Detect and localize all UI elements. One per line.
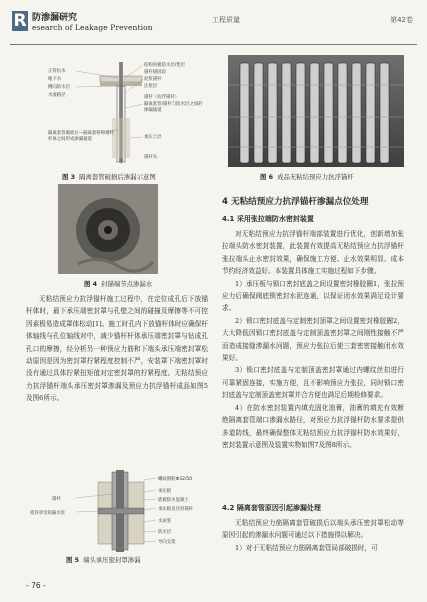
figure-4-caption <box>84 279 152 288</box>
fig3-label-l3: 水流路径 <box>48 93 66 98</box>
header-divider <box>10 44 417 45</box>
fig5-label-r5: 防水层 <box>158 530 172 535</box>
fig5-label-r4: 水泥浆 <box>158 519 172 524</box>
fig3-label-l9: 杆体之间形成渗漏通道 <box>48 137 92 142</box>
figure-5-title: 端头承压密封罩渗漏 <box>83 556 141 564</box>
fig3-label-r2: 泥浆锚杆 <box>144 77 162 82</box>
fig3-label-r9: 锚杆头 <box>144 155 158 160</box>
left-paragraph: 无粘结预应力抗浮锚杆施工过程中，在定位成孔后下放锚杆体时，最下承压端密封罩与孔壁之间的碰撞及摩擦等不可控因素极易造成罩体松动[1]。施工时孔内下放锚杆体时应确保杆体轴线与孔位轴线对中，减少锚杆杆体承压端密封罩与钻成孔孔口的摩擦，经分析另一种预应力筋和下端头承压端密封罩松动原因是因为密封罩拧紧程度控制不严，安装罩下端密封罩时没有通过具体拧紧扭矩值对定密封罩的拧紧程度。无粘结预应力抗浮锚杆端头承压密封罩渗漏及预应力抗浮锚杆成品如图5及图6所示。 <box>26 295 208 403</box>
figure-6-title: 成品无粘结预应力抗浮锚杆 <box>277 173 354 181</box>
fig3-label-r5: 隔离套管/锚杆与防水层之间的 <box>144 102 203 107</box>
section-4-2-heading: 4.2 隔离套管原因引起渗漏处理 <box>222 504 321 512</box>
figure-4-number: 图 4 <box>84 280 98 288</box>
figure-6-number: 图 6 <box>260 173 274 181</box>
figure-3-number: 图 3 <box>62 173 76 181</box>
section-4-1-heading: 4.1 采用张拉端防水密封装置 <box>222 215 314 223</box>
header-journal-title: 工程质量 <box>212 16 240 24</box>
section-4-2-text <box>222 517 404 554</box>
header-volume: 第42卷 <box>390 16 413 24</box>
page-number: - 76 - <box>26 581 46 590</box>
fig5-label-r2: 底板防水混凝土 <box>158 498 189 503</box>
fig3-label-r0: 结构顶板防水层/垫层 <box>144 63 185 68</box>
fig3-label-l1: 地下水 <box>48 77 62 82</box>
s41-paragraph-2: 2）锁口密封底盖与定制密封顶罩之间设置密封橡胶圈2，大大降低因锁口密封底盖与定制顶盖密封罩之间刚性接触不严而造成接缝渗漏水问题，预应力张拉后便三套密密接触闭水效果好。 <box>222 316 404 363</box>
fig3-label-l2: 侧向防水层 <box>48 85 70 90</box>
fig5-label-r0: 螺纹钢筋Ф32/50 <box>158 477 192 482</box>
left-column-text <box>26 293 208 405</box>
page-header <box>10 6 417 40</box>
s42-paragraph-0: 无粘结预应力筋隔离套管破损后以端头承压密封罩松动等原因引起的渗漏水问题可通过以下措施得以解决。 <box>222 519 404 540</box>
fig3-label-r6: 渗漏通道 <box>144 108 162 113</box>
fig3-label-r1: 锚杆锚固段 <box>144 70 166 75</box>
section-4-1-text <box>222 228 404 451</box>
s42-paragraph-1: 1）对于无粘结预应力筋隔离套管局部破损时，可 <box>235 543 378 552</box>
figure-4-title: 封锚端节点渗漏水 <box>101 280 153 288</box>
fig3-label-r8: 承压土层 <box>144 135 162 140</box>
s41-paragraph-4: 4）在防水密封装置内填充固化油膏，油膏的填充有效断绝隔离套管端口渗漏水路径，对预应力抗浮锚杆防水要求提供多道防线，最终确保整体无粘结预应力抗浮锚杆防水效果好，密封装置示意图及装置实物如图7及图8所示。 <box>222 403 404 449</box>
fig3-label-r4: 锚杆（抗浮锚杆） <box>144 95 180 100</box>
s41-paragraph-3: 3）锁口密封底盖与定制顶盖密封罩通过内螺纹丝扣进行可靠紧固连接，实施方便，且不影响预应力张拉，同时锁口密封底盖与定制顶盖密封罩并合方便也满足后期检修要求。 <box>222 366 404 400</box>
fig5-label-l0: 锚杆 <box>52 497 61 502</box>
fig5-label-l1: 密封罩受损漏水处 <box>30 511 66 516</box>
figure-5-diagram <box>28 470 208 552</box>
fig3-label-r3: 注浆层 <box>144 84 158 89</box>
figure-5-number: 图 5 <box>66 556 80 564</box>
s41-paragraph-1: 1）承压板与锁口密封底盖之间设置密封橡胶圈1，张拉预应力后确保阀底锁密封水泥连通，以保证闭水效果满足设计要求。 <box>222 279 404 313</box>
fig3-label-l8: 隔离套管破损后—隔离套管和锚杆 <box>48 131 114 136</box>
figure-4-photo <box>58 184 158 274</box>
fig5-label-r3: 承压板直径封锚杆 <box>158 507 194 512</box>
fig5-label-r6: 导向支架 <box>158 540 176 545</box>
figure-3-title: 隔离套管破损后渗漏示意图 <box>79 173 156 181</box>
figure-6-caption <box>260 172 354 181</box>
fig5-label-r1: 承压板 <box>158 489 172 494</box>
journal-logo: R <box>13 11 27 31</box>
journal-name-cn: 防渗漏研究 <box>32 13 78 23</box>
figure-5-caption <box>66 555 141 564</box>
journal-name-en: esearch of Leakage Prevention <box>32 23 153 32</box>
fig3-label-l0: 正常抗水 <box>48 69 66 74</box>
figure-3-schematic <box>46 58 203 168</box>
figure-6-photo <box>228 55 404 167</box>
figure-3-caption <box>62 172 156 181</box>
s41-paragraph-0: 对无粘结预应力抗浮锚杆端部装置进行优化，创新增加张拉端头防水密封装置，此装置有效提高无粘结预应力抗浮锚杆张拉端头止水密封效果，确保施工方便、止水效果明显、成本节约经济效益好。本装置具体施工实施过程如下步骤。 <box>222 230 404 276</box>
section-4-heading: 4 无粘结预应力抗浮锚杆渗漏点位处理 <box>222 197 369 207</box>
